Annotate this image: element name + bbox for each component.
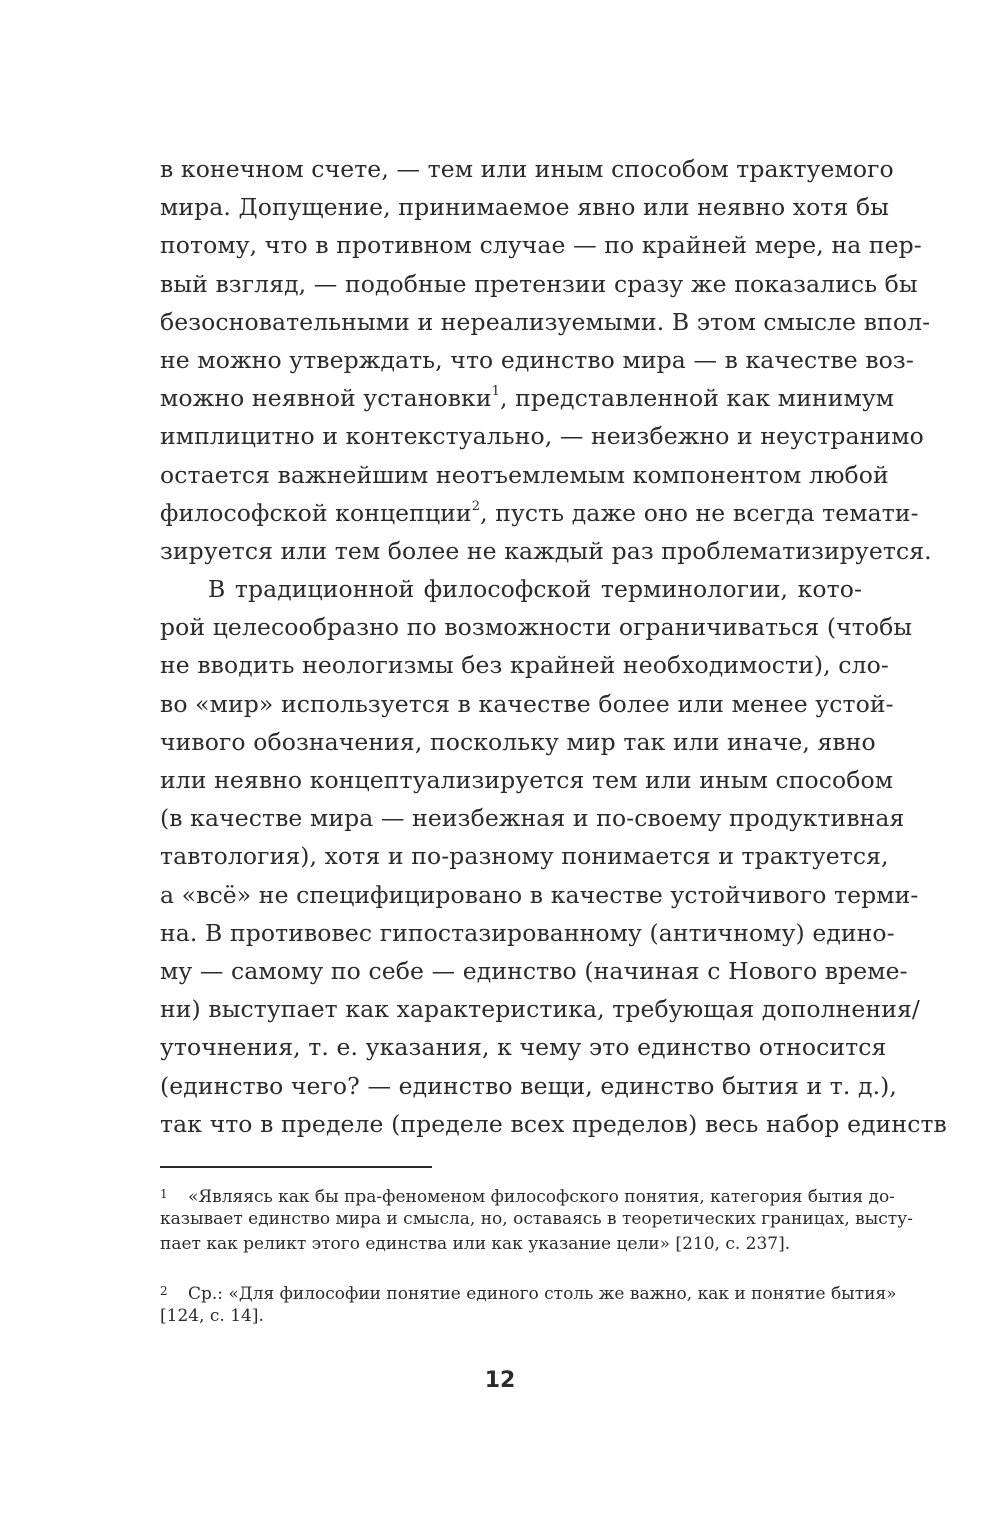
text-line: [160, 494, 919, 532]
page-number: 12: [484, 1368, 516, 1393]
footnote-text: «Являясь как бы пра-феноменом философского понятия, категория бытия до-: [188, 1187, 895, 1207]
line-text: можно неявной установки: [160, 384, 492, 413]
footnote-number: 1: [160, 1187, 168, 1201]
footnote-line: [124, с. 14].: [160, 1306, 264, 1326]
footnote-line: [160, 1182, 895, 1207]
footnote-line: [160, 1279, 897, 1304]
text-line: остается важнейшим неотъемлемым компонентом любой: [160, 460, 889, 489]
footnote-ref-2[interactable]: 2: [471, 498, 481, 514]
text-line: не можно утверждать, что единство мира — в качестве воз-: [160, 345, 914, 374]
text-line: рой целесообразно по возможности ограничиваться (чтобы: [160, 613, 913, 642]
footnote-ref-1[interactable]: 1: [491, 384, 500, 400]
footnote-text: Ср.: «Для философии понятие единого столь же важно, как и понятие бытия»: [188, 1284, 897, 1304]
line-text: философской концепции: [160, 498, 472, 527]
body-text: [160, 150, 947, 1143]
footnote-line: пает как реликт этого единства или как указание цели» [210, с. 237].: [160, 1234, 791, 1254]
text-line: вый взгляд, — подобные претензии сразу же показались бы: [160, 269, 918, 298]
text-line: (в качестве мира — неизбежная и по-своему продуктивная: [160, 804, 905, 833]
text-line: а «всё» не специфицировано в качестве устойчивого терми-: [160, 880, 919, 909]
text-line: на. В противовес гипостазированному (античному) едино-: [160, 918, 895, 947]
footnote-2: [160, 1279, 897, 1329]
paragraph-2: [160, 570, 947, 1143]
text-line: не вводить неологизмы без крайней необходимости), сло-: [160, 651, 889, 680]
text-line: во «мир» используется в качестве более или менее устой-: [160, 689, 894, 718]
text-line: или неявно концептуализируется тем или иным способом: [160, 766, 894, 794]
footnote-line: казывает единство мира и смысла, но, оставаясь в теоретических границах, высту-: [160, 1209, 913, 1229]
text-line: так что в пределе (пределе всех пределов) весь набор единств: [160, 1109, 947, 1138]
text-line: (единство чего? — единство вещи, единство бытия и т. д.),: [160, 1071, 897, 1100]
footnote-1: [160, 1182, 913, 1257]
text-line: безосновательными и нереализуемыми. В этом смысле впол-: [160, 307, 931, 336]
footnote-divider: [160, 1166, 432, 1168]
paragraph-1: [160, 150, 932, 570]
text-line: тавтология), хотя и по-разному понимается и трактуется,: [160, 842, 889, 871]
footnote-number: 2: [160, 1284, 168, 1298]
text-line: имплицитно и контекстуально, — неизбежно и неустранимо: [160, 422, 924, 451]
text-line: потому, что в противном случае — по крайней мере, на пер-: [160, 231, 922, 260]
line-text: , пусть даже оно не всегда темати-: [480, 498, 919, 527]
text-line: ни) выступает как характеристика, требующая дополнения/: [160, 995, 920, 1024]
footnotes: [160, 1182, 913, 1351]
line-text: , представленной как минимум: [499, 384, 895, 413]
text-line: му — самому по себе — единство (начиная с Нового време-: [160, 956, 908, 985]
text-line: [160, 379, 895, 417]
text-line: мира. Допущение, принимаемое явно или неявно хотя бы: [160, 193, 890, 222]
text-line: уточнения, т. е. указания, к чему это единство относится: [160, 1033, 887, 1062]
text-line: В традиционной философской терминологии, кото-: [208, 575, 862, 604]
text-line: чивого обозначения, поскольку мир так или иначе, явно: [160, 727, 876, 756]
text-line: в конечном счете, — тем или иным способом трактуемого: [160, 155, 894, 183]
text-line: зируется или тем более не каждый раз проблематизируется.: [160, 536, 932, 565]
